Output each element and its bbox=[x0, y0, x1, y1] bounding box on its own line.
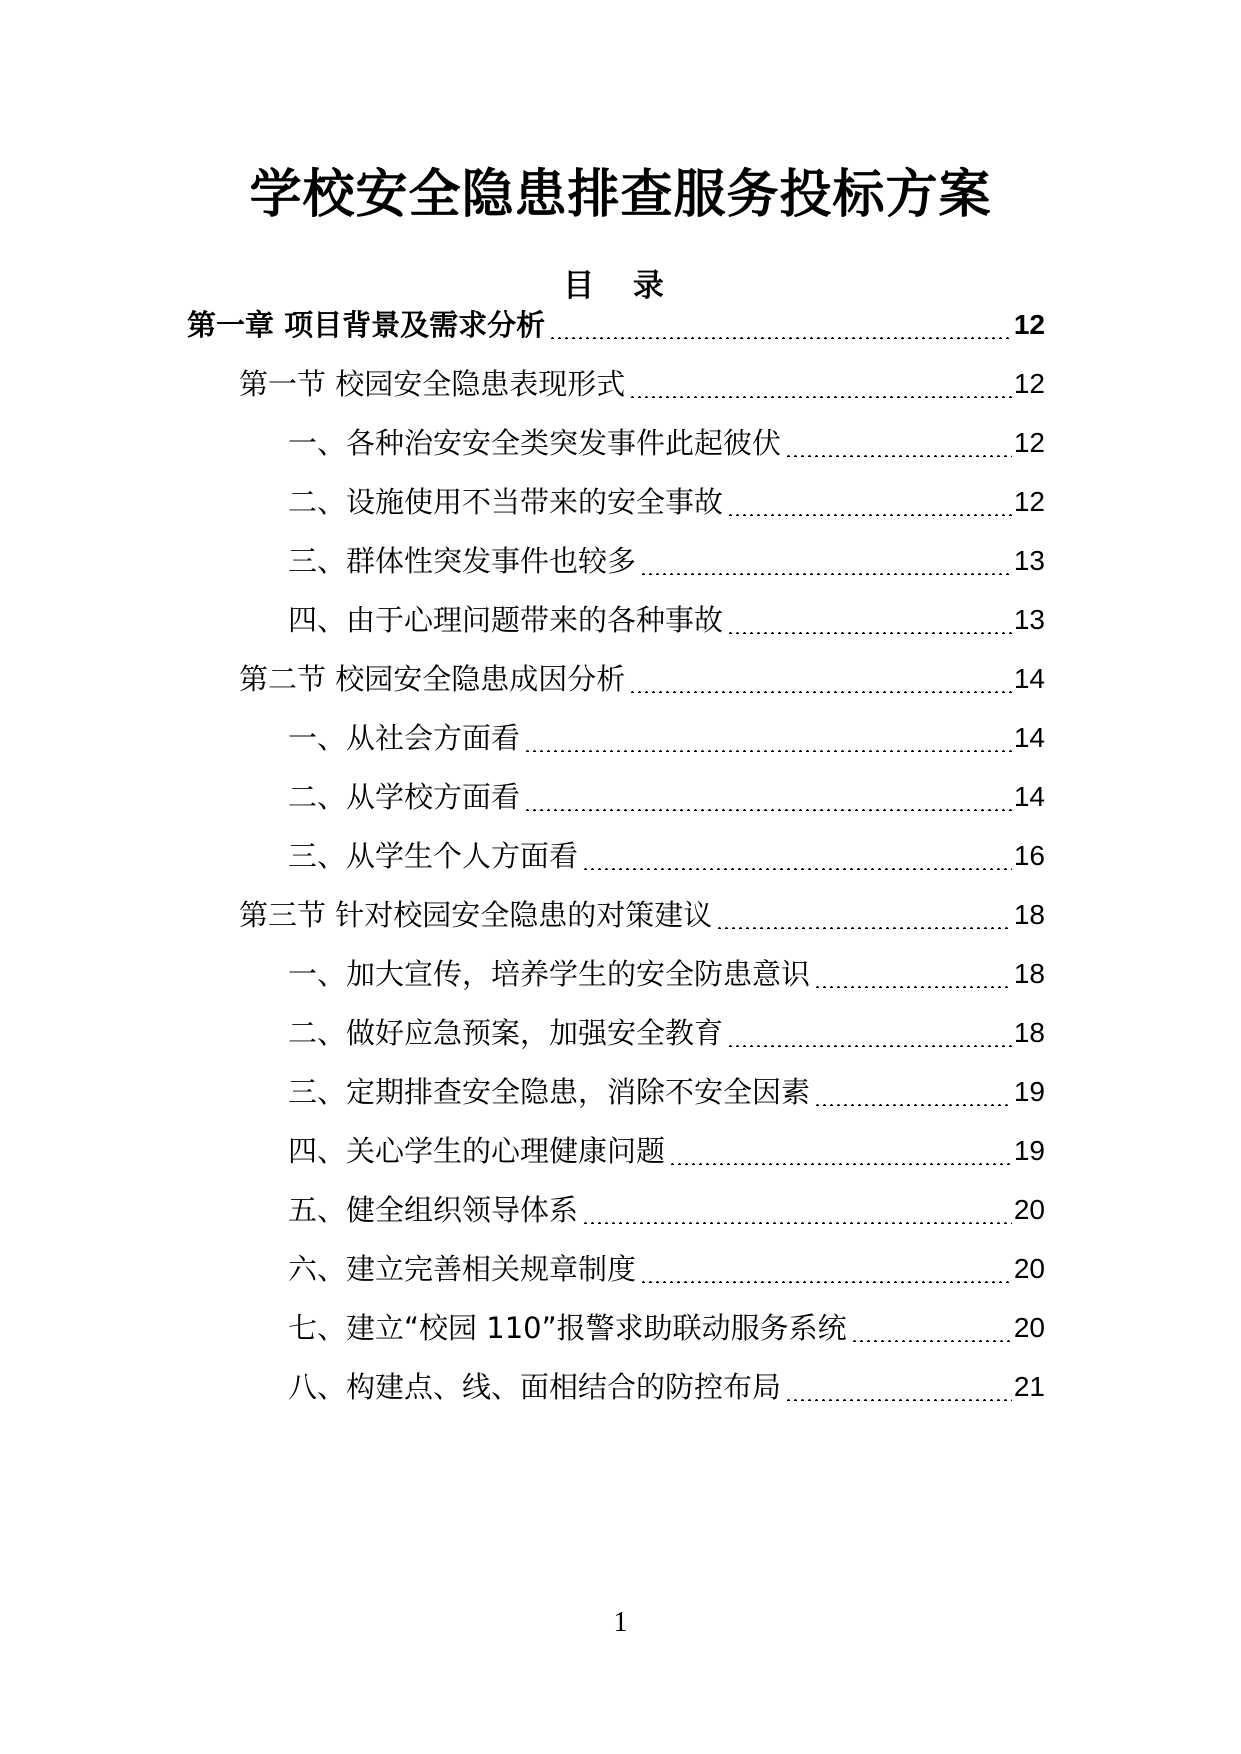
toc-entry-page: 12 bbox=[1013, 368, 1045, 399]
toc-entry[interactable] bbox=[288, 1357, 1045, 1417]
toc-entry[interactable] bbox=[288, 1298, 1045, 1358]
toc-entry-text: 一、加大宣传，培养学生的安全防患意识 bbox=[288, 957, 811, 991]
toc-entry-text: 第三节 针对校园安全隐患的对策建议 bbox=[239, 898, 713, 932]
toc-heading: 目 录 bbox=[563, 268, 678, 304]
toc-entry[interactable] bbox=[288, 472, 1045, 532]
toc-entry-page: 20 bbox=[1013, 1253, 1045, 1284]
toc-entry-text: 八、构建点、线、面相结合的防控布局 bbox=[288, 1370, 782, 1404]
toc-leader-dots bbox=[524, 750, 1012, 752]
toc-leader-dots bbox=[640, 1281, 1012, 1283]
toc-leader-dots bbox=[814, 1104, 1012, 1106]
toc-entry[interactable] bbox=[239, 649, 1045, 709]
toc-entry[interactable] bbox=[187, 295, 1045, 355]
toc-entry-page: 18 bbox=[1013, 1017, 1045, 1048]
toc-entry-page: 12 bbox=[1013, 427, 1045, 458]
toc-leader-dots bbox=[640, 573, 1012, 575]
toc-entry-page: 16 bbox=[1013, 840, 1045, 871]
toc-entry[interactable] bbox=[239, 354, 1045, 414]
toc-leader-dots bbox=[716, 927, 1012, 929]
toc-entry[interactable] bbox=[288, 1239, 1045, 1299]
toc-leader-dots bbox=[524, 809, 1012, 811]
toc-entry[interactable] bbox=[288, 708, 1045, 768]
toc-leader-dots bbox=[727, 1045, 1012, 1047]
toc-entry-text: 七、建立“校园 110”报警求助联动服务系统 bbox=[288, 1311, 847, 1345]
toc-entry-text: 六、建立完善相关规章制度 bbox=[288, 1252, 637, 1286]
toc-leader-dots bbox=[814, 986, 1012, 988]
toc-entry-text: 第一章 项目背景及需求分析 bbox=[187, 308, 546, 342]
toc-entry[interactable] bbox=[288, 590, 1045, 650]
toc-entry-text: 二、从学校方面看 bbox=[288, 780, 521, 814]
toc-entry-page: 21 bbox=[1013, 1371, 1045, 1402]
toc-entry-text: 四、由于心理问题带来的各种事故 bbox=[288, 603, 724, 637]
toc-leader-dots bbox=[851, 1340, 1012, 1342]
toc-entry[interactable] bbox=[288, 944, 1045, 1004]
toc-entry-page: 18 bbox=[1013, 958, 1045, 989]
toc-entry-page: 13 bbox=[1013, 604, 1045, 635]
toc-leader-dots bbox=[785, 455, 1012, 457]
toc-entry-text: 三、群体性突发事件也较多 bbox=[288, 544, 637, 578]
toc-entry-text: 三、从学生个人方面看 bbox=[288, 839, 579, 873]
toc-entry-page: 19 bbox=[1013, 1135, 1045, 1166]
toc-entry-page: 14 bbox=[1013, 781, 1045, 812]
toc-leader-dots bbox=[582, 1222, 1012, 1224]
toc-entry[interactable] bbox=[288, 1062, 1045, 1122]
toc-entry-page: 14 bbox=[1013, 663, 1045, 694]
toc-entry-page: 20 bbox=[1013, 1194, 1045, 1225]
toc-leader-dots bbox=[629, 396, 1012, 398]
page-number: 1 bbox=[613, 1607, 628, 1638]
toc-leader-dots bbox=[669, 1163, 1012, 1165]
toc-entry-page: 13 bbox=[1013, 545, 1045, 576]
toc-entry[interactable] bbox=[288, 826, 1045, 886]
toc-entry-page: 12 bbox=[1013, 486, 1045, 517]
toc-entry-page: 19 bbox=[1013, 1076, 1045, 1107]
document-title: 学校安全隐患排查服务投标方案 bbox=[249, 165, 992, 225]
toc-entry[interactable] bbox=[239, 885, 1045, 945]
toc-entry-text: 五、健全组织领导体系 bbox=[288, 1193, 579, 1227]
toc-leader-dots bbox=[549, 337, 1012, 339]
toc-leader-dots bbox=[582, 868, 1012, 870]
toc-entry-text: 一、从社会方面看 bbox=[288, 721, 521, 755]
toc-entry-text: 第一节 校园安全隐患表现形式 bbox=[239, 367, 626, 401]
toc-entry[interactable] bbox=[288, 1180, 1045, 1240]
toc-entry[interactable] bbox=[288, 767, 1045, 827]
toc-entry-text: 三、定期排查安全隐患，消除不安全因素 bbox=[288, 1075, 811, 1109]
toc-leader-dots bbox=[727, 514, 1012, 516]
toc-entry-text: 一、各种治安安全类突发事件此起彼伏 bbox=[288, 426, 782, 460]
toc-leader-dots bbox=[785, 1399, 1012, 1401]
toc-entry-page: 14 bbox=[1013, 722, 1045, 753]
toc-entry-page: 12 bbox=[1013, 309, 1045, 340]
toc-entry-text: 四、关心学生的心理健康问题 bbox=[288, 1134, 666, 1168]
toc-entry-text: 二、设施使用不当带来的安全事故 bbox=[288, 485, 724, 519]
toc-entry[interactable] bbox=[288, 413, 1045, 473]
toc-entry-page: 20 bbox=[1013, 1312, 1045, 1343]
toc-entry-text: 二、做好应急预案，加强安全教育 bbox=[288, 1016, 724, 1050]
toc-entry[interactable] bbox=[288, 531, 1045, 591]
toc-leader-dots bbox=[727, 632, 1012, 634]
toc-leader-dots bbox=[629, 691, 1012, 693]
toc-entry-page: 18 bbox=[1013, 899, 1045, 930]
toc-entry[interactable] bbox=[288, 1003, 1045, 1063]
toc-entry-text: 第二节 校园安全隐患成因分析 bbox=[239, 662, 626, 696]
toc-entry[interactable] bbox=[288, 1121, 1045, 1181]
